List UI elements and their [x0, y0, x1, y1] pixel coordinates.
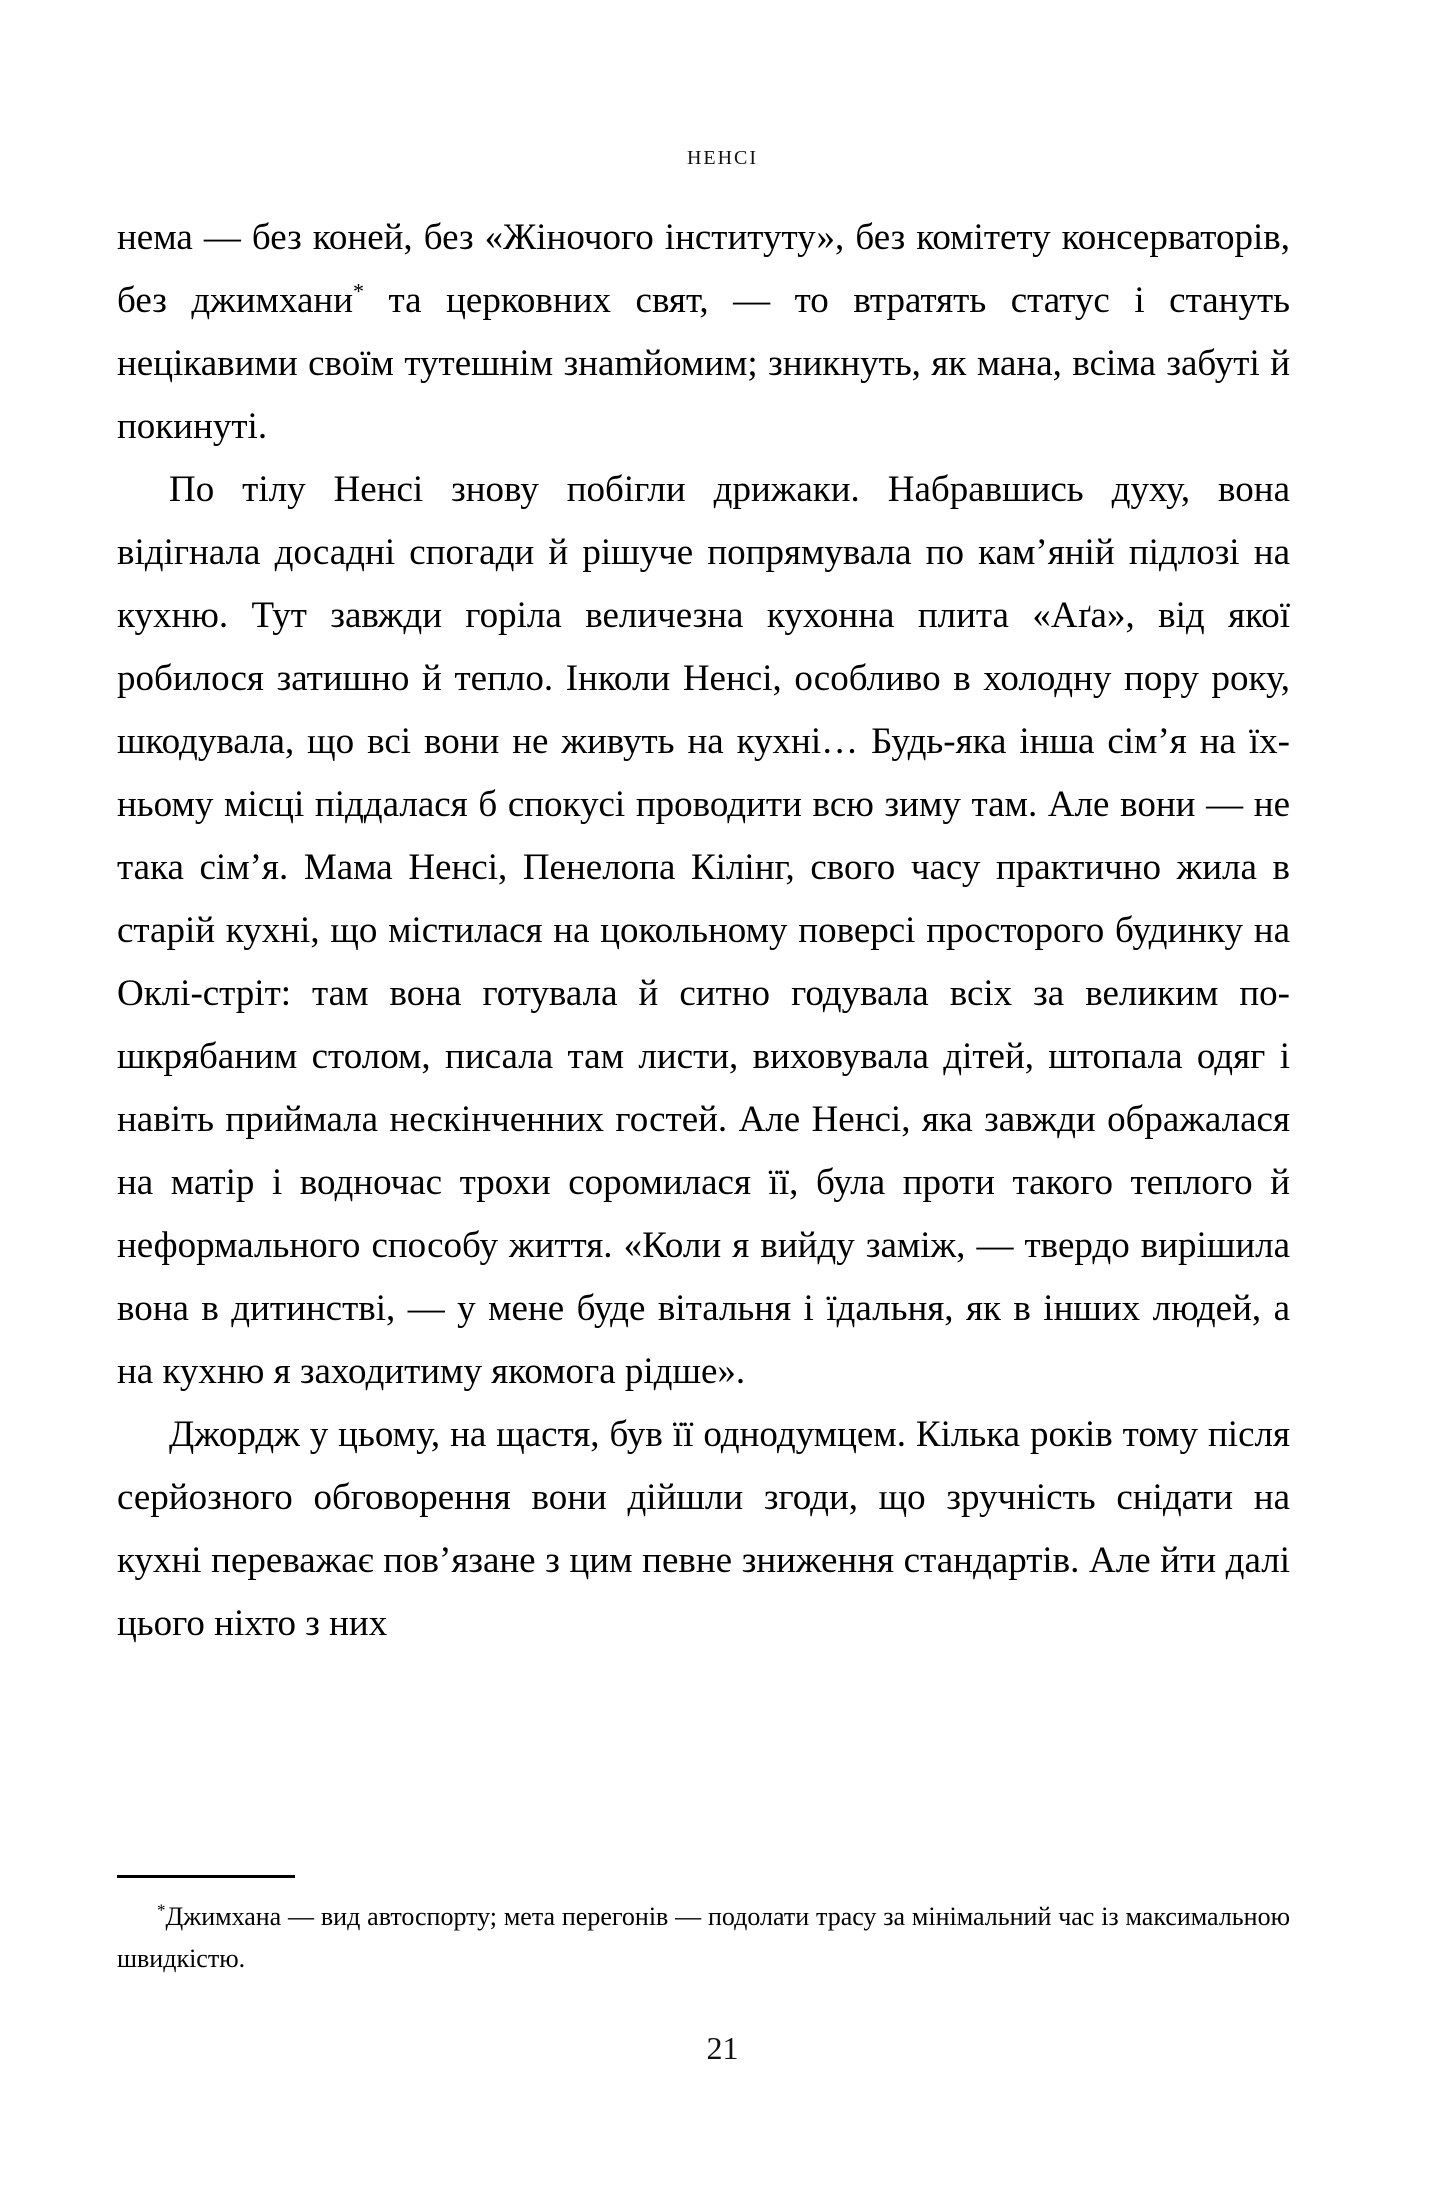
paragraph	[117, 1403, 1290, 1655]
body-text-block	[117, 206, 1290, 1655]
footnote-text	[117, 1896, 1290, 1980]
footnote-marker: *	[157, 1900, 166, 1920]
footnote-separator-rule	[117, 1875, 295, 1878]
paragraph	[117, 458, 1290, 1403]
footnote-reference-marker[interactable]: *	[353, 278, 364, 304]
paragraph-segment: нема — без коней, без «Жіночого інституту», без комітету консерваторів, без джимхани	[117, 217, 1290, 321]
footnote-area	[117, 1875, 1290, 1980]
page-number	[0, 2030, 1445, 2067]
paragraph	[117, 206, 1290, 458]
paragraph-segment: та церковних свят, — то втратять статус і стануть нецікавими своїм тутешнім знаmйомим; зникнуть, як мана, всіма забуті й покинуті.	[117, 280, 1290, 447]
running-head-text: ненсі	[686, 140, 759, 171]
paragraph-segment: Джордж у цьому, на щастя, був її однодумцем. Кілька років тому після серйозного обговорення вони дійшли згоди, що зручність снідати на кухні переважає пов’язане з цим певне зниження стандартів. Але йти далі цього ніхто з них	[117, 1414, 1290, 1644]
page-number-text: 21	[706, 2030, 739, 2066]
running-head	[0, 140, 1445, 172]
paragraph-segment: По тілу Ненсі знову побігли дрижаки. Набравшись духу, вона відігнала досадні спогади й рішуче попрямувала по кам’яній підлозі на кухню. Тут завжди горіла величезна кухонна плита «Аґа», від якої робилося затишно й тепло. Інколи Ненсі, особливо в холодну пору року, шкодувала, що всі вони не живуть на кухні… Будь-яка інша сім’я на їхньому місці піддалася б спокусі проводити всю зиму там. Але вони — не така сім’я. Мама Ненсі, Пенелопа Кілінг, свого часу практично жила в старій кухні, що містилася на цокольному поверсі просторого будинку на Оклі-стріт: там вона готувала й ситно годувала всіх за великим пошкрябаним столом, писала там листи, виховувала дітей, штопала одяг і навіть приймала нескінченних гостей. Але Ненсі, яка завжди ображалася на матір і водночас трохи соромилася її, була проти такого теплого й неформального способу життя. «Коли я вийду заміж, — твердо вирішила вона в дитинстві, — у мене буде вітальня і їдальня, як в інших людей, а на кухню я заходитиму якомога рідше».	[117, 469, 1290, 1392]
footnote-body: Джимхана — вид автоспорту; мета перегонів — подолати трасу за мінімальний час із максимальною швидкістю.	[117, 1902, 1290, 1973]
